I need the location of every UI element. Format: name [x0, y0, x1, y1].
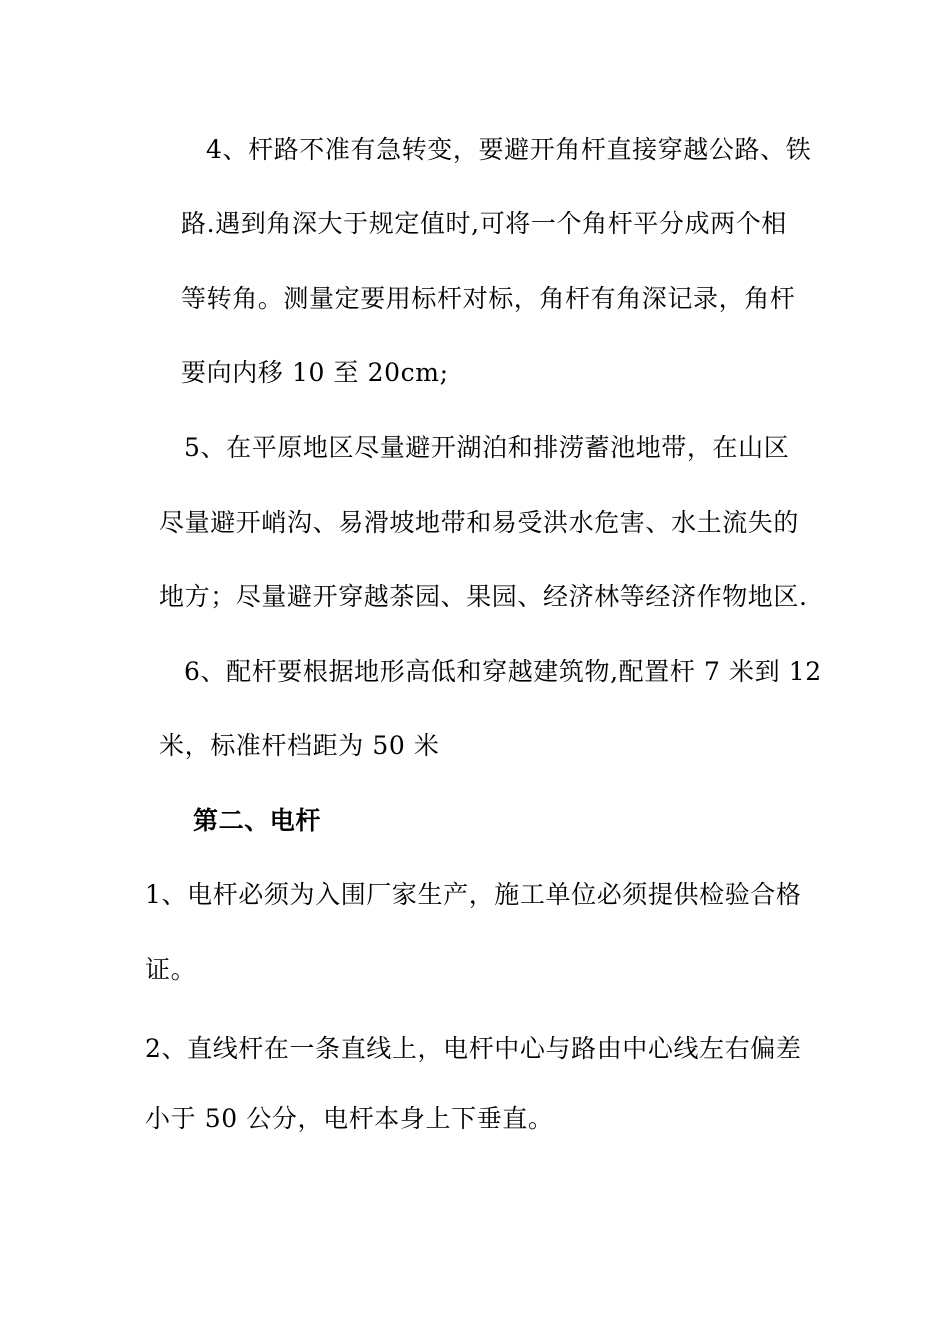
paragraph-6-line-2: 米，标准杆档距为 50 米: [159, 731, 440, 760]
section-heading: 第二、电杆: [193, 806, 322, 835]
paragraph-5-line-3: 地方；尽量避开穿越茶园、果园、经济林等经济作物地区.: [159, 582, 808, 611]
paragraph-4-line-2: 路.遇到角深大于规定值时,可将一个角杆平分成两个相: [181, 209, 787, 238]
item-2-line-1: 2、直线杆在一条直线上，电杆中心与路由中心线左右偏差: [145, 1034, 802, 1063]
item-2-line-2: 小于 50 公分，电杆本身上下垂直。: [145, 1104, 554, 1133]
paragraph-4-line-1: 4、杆路不准有急转变，要避开角杆直接穿越公路、铁: [206, 135, 812, 164]
paragraph-5-line-1: 5、在平原地区尽量避开湖泊和排涝蓄池地带，在山区: [184, 433, 790, 462]
paragraph-6-line-1: 6、配杆要根据地形高低和穿越建筑物,配置杆 7 米到 12: [184, 657, 822, 686]
item-1-line-1: 1、电杆必须为入围厂家生产，施工单位必须提供检验合格: [145, 880, 802, 909]
item-1-line-2: 证。: [145, 955, 197, 984]
paragraph-5-line-2: 尽量避开峭沟、易滑坡地带和易受洪水危害、水土流失的: [159, 508, 800, 537]
paragraph-4-line-4: 要向内移 10 至 20cm;: [181, 358, 449, 387]
paragraph-4-line-3: 等转角。测量定要用标杆对标，角杆有角深记录，角杆: [181, 284, 796, 313]
